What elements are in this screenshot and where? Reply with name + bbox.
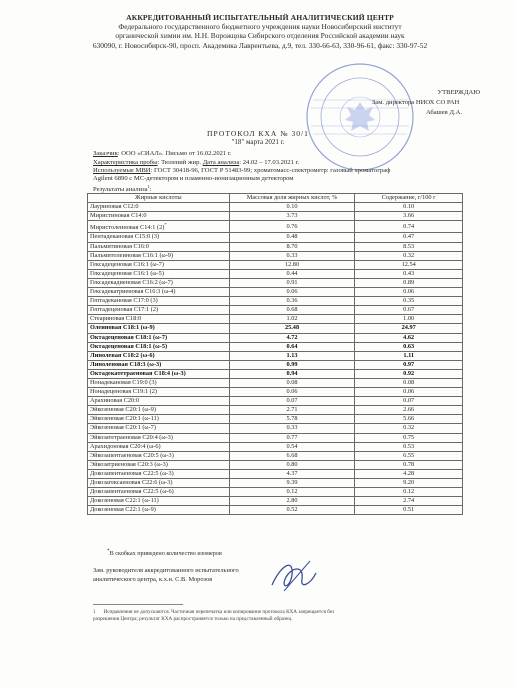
acid-name: Эйкозатетраеновая С20:4 (ω-3) — [90, 433, 173, 441]
acid-name-cell — [88, 351, 230, 360]
footer-note-number: 1 — [93, 610, 96, 615]
content-cell: 4.28 — [355, 469, 463, 478]
institution-name-line1: Федерального государственного бюджетного учреждения науки Новосибирский институт — [118, 22, 402, 32]
date-value: : 24.02 – 17.03.2021 г. — [239, 159, 300, 166]
acid-name: Линолевая С18:2 (ω-6) — [90, 351, 155, 359]
mass-fraction-cell: 0.52 — [229, 506, 355, 515]
acid-name-cell — [88, 388, 230, 397]
table-row — [88, 221, 463, 233]
acid-name-cell — [88, 460, 230, 469]
mass-fraction-cell: 0.06 — [229, 388, 355, 397]
table-row — [88, 260, 463, 269]
content-cell: 0.75 — [355, 433, 463, 442]
acid-name: Нонадеценовая С19:1 (2) — [90, 388, 158, 396]
acid-name-cell — [88, 479, 230, 488]
table-row — [88, 333, 463, 342]
approval-position: Зам. директора НИОХ СО РАН — [372, 99, 460, 106]
signatory-position: Зам. руководителя аккредитованного испытательного — [93, 567, 239, 574]
acid-name-cell — [88, 278, 230, 287]
acid-name: Эйкозапентаеновая С20:5 (ω-3) — [90, 451, 174, 459]
center-title: АККРЕДИТОВАННЫЙ ИСПЫТАТЕЛЬНЫЙ АНАЛИТИЧЕСКИЙ ЦЕНТР — [126, 13, 394, 22]
table-row — [88, 442, 463, 451]
header-mass-fraction: Массовая доля жирных кислот, % — [229, 194, 355, 203]
acid-name: Октадекатетраеновая С18:4 (ω-3) — [90, 369, 186, 377]
mass-fraction-cell: 0.94 — [229, 369, 355, 378]
content-cell: 0.08 — [355, 378, 463, 387]
approval-title: УТВЕРЖДАЮ — [437, 89, 480, 96]
signatory-name: аналитического центра, к.х.н. С.В. Морозов — [93, 575, 213, 583]
sample-label: Характеристика пробы — [93, 159, 158, 166]
acid-name: Гептадекановая С17:0 (3) — [90, 297, 158, 305]
content-cell: 4.62 — [355, 333, 463, 342]
table-row — [88, 278, 463, 287]
acid-name: Миристолеиновая С14:1 (2) — [90, 224, 165, 232]
acid-name: Пентадекановая С15:0 (3) — [90, 233, 160, 241]
mass-fraction-cell: 0.12 — [229, 488, 355, 497]
table-row — [88, 469, 463, 478]
acid-name: Докозеновая С22:1 (ω-9) — [90, 506, 156, 514]
content-cell: 6.55 — [355, 451, 463, 460]
sample-line — [93, 159, 299, 167]
mass-fraction-cell: 4.72 — [229, 333, 355, 342]
acid-name: Гептадеценовая С17:1 (2) — [90, 306, 159, 314]
table-header-row — [88, 194, 463, 203]
table-row — [88, 288, 463, 297]
acid-name: Арахиновая С20:0 — [90, 397, 140, 405]
mass-fraction-cell: 0.06 — [229, 288, 355, 297]
table-row — [88, 297, 463, 306]
header-acid: Жирные кислоты — [88, 194, 230, 203]
acid-name-cell — [88, 306, 230, 315]
acid-name-cell — [88, 424, 230, 433]
table-row — [88, 406, 463, 415]
acid-name: Гексадеценовая С16:1 (ω-7) — [90, 260, 164, 268]
acid-name: Арахидоновая С20:4 (ω-6) — [90, 442, 161, 450]
methods-line2: Agilent 6890 с МС-детектором и пламенно-ионизационным детектором — [93, 175, 294, 182]
content-cell: 1.11 — [355, 351, 463, 360]
table-row — [88, 306, 463, 315]
methods-value: : ГОСТ 30418-96, ГОСТ Р 51483-99; хроматомасс-спектрометр: газовый хроматограф — [150, 167, 391, 174]
content-cell: 24.97 — [355, 324, 463, 333]
mass-fraction-cell: 8.70 — [229, 242, 355, 251]
footer-note-line2: разрешения Центра; результат КХА распространяется только на представленный образец. — [93, 616, 293, 623]
results-line: Результаты анализа$^1$: — [93, 184, 152, 194]
results-footnote-mark: 1 — [147, 184, 150, 189]
isomers-footnote-mark: * — [107, 548, 110, 554]
mass-fraction-cell: 0.54 — [229, 442, 355, 451]
approval-block — [362, 88, 502, 118]
acid-name: Докозапентаеновая С22:5 (ω-6) — [90, 488, 174, 496]
mass-fraction-cell: 5.78 — [229, 415, 355, 424]
signature — [264, 555, 324, 595]
content-cell: 0.32 — [355, 424, 463, 433]
mass-fraction-cell: 0.10 — [229, 203, 355, 212]
acid-name: Докозагексаеновая С22:6 (ω-3) — [90, 479, 173, 486]
acid-name: Пальмитиновая С16:0 — [90, 242, 149, 250]
table-row — [88, 324, 463, 333]
content-cell: 0.10 — [355, 203, 463, 212]
table-row — [88, 212, 463, 221]
acid-name-cell — [88, 397, 230, 406]
table-row — [88, 378, 463, 387]
acid-name-cell — [88, 442, 230, 451]
acid-name: Пальмитолеиновая С16:1 (ω-9) — [90, 251, 174, 259]
acid-name-cell — [88, 488, 230, 497]
acid-name-cell — [88, 297, 230, 306]
table-row — [88, 424, 463, 433]
table-row — [88, 251, 463, 260]
table-row — [88, 369, 463, 378]
content-cell: 0.32 — [355, 251, 463, 260]
table-row — [88, 342, 463, 351]
acid-name-cell — [88, 469, 230, 478]
acid-name-cell — [88, 288, 230, 297]
content-cell: 0.78 — [355, 460, 463, 469]
content-cell: 0.47 — [355, 233, 463, 242]
acid-name-cell — [88, 342, 230, 351]
acid-name-cell — [88, 360, 230, 369]
isomer-mark: * — [164, 222, 167, 228]
content-cell: 9.20 — [355, 479, 463, 488]
footer-note-line1: Исправления не допускаются. Частичная перепечатка или копирование протокола КХА запрещается без — [103, 609, 335, 615]
acid-name: Линоленовая С18:3 (ω-3) — [90, 360, 162, 368]
content-cell: 0.63 — [355, 342, 463, 351]
table-row — [88, 233, 463, 242]
mass-fraction-cell: 2.80 — [229, 497, 355, 506]
acid-name: Миристиновая С14:0 — [90, 212, 147, 220]
acid-name-cell — [88, 378, 230, 387]
acid-name-cell — [88, 221, 230, 233]
acid-name: Лауриновая С12:0 — [90, 203, 139, 211]
mass-fraction-cell: 0.91 — [229, 278, 355, 287]
acid-name: Эйкозеновая С20:1 (ω-7) — [90, 424, 156, 432]
content-cell: 0.97 — [355, 360, 463, 369]
approval-name: Абашев Д.А. — [425, 109, 462, 116]
acid-name: Эйкозеновая С20:1 (ω-9) — [90, 406, 156, 414]
table-row — [88, 488, 463, 497]
header-content: Содержание, г/100 г — [355, 194, 463, 203]
mass-fraction-cell: 12.80 — [229, 260, 355, 269]
content-cell: 0.53 — [355, 442, 463, 451]
content-cell: 12.54 — [355, 260, 463, 269]
mass-fraction-cell: 0.33 — [229, 424, 355, 433]
table-row — [88, 460, 463, 469]
footer-note — [93, 609, 463, 623]
content-cell: 3.66 — [355, 212, 463, 221]
acid-name-cell — [88, 242, 230, 251]
mass-fraction-cell: 1.13 — [229, 351, 355, 360]
mass-fraction-cell: 0.99 — [229, 360, 355, 369]
isomers-footnote — [107, 548, 222, 557]
table-row — [88, 433, 463, 442]
mass-fraction-cell: 0.33 — [229, 251, 355, 260]
acid-name: Гексадеценовая С16:1 (ω-5) — [90, 269, 164, 277]
mass-fraction-cell: 0.68 — [229, 306, 355, 315]
date-label: Дата анализа — [202, 159, 240, 166]
table-row — [88, 203, 463, 212]
mass-fraction-cell: 0.48 — [229, 233, 355, 242]
table-row — [88, 242, 463, 251]
mass-fraction-cell: 25.48 — [229, 324, 355, 333]
table-row — [88, 479, 463, 488]
acid-name: Докозеновая С22:1 (ω-11) — [90, 497, 159, 505]
mass-fraction-cell: 0.77 — [229, 433, 355, 442]
fatty-acids-table — [87, 193, 463, 515]
acid-name-cell — [88, 369, 230, 378]
acid-name-cell — [88, 251, 230, 260]
acid-name-cell — [88, 269, 230, 278]
content-cell: 0.92 — [355, 369, 463, 378]
institution-address: 630090, г. Новосибирск-90, просп. Академика Лаврентьева, д.9, тел. 330-66-63, 330-96-61, факс: 330-97-52 — [92, 40, 428, 50]
acid-name: Эйкозеновая С20:1 (ω-11) — [90, 415, 159, 423]
acid-name: Олеиновая С18:1 (ω-9) — [90, 324, 155, 332]
mass-fraction-cell: 1.02 — [229, 315, 355, 324]
acid-name-cell — [88, 406, 230, 415]
acid-name-cell — [88, 203, 230, 212]
acid-name: Октадеценовая С18:1 (ω-5) — [90, 342, 168, 350]
institution-header — [40, 13, 480, 50]
acid-name: Эйкозатриеновая С20:3 (ω-3) — [90, 460, 168, 468]
table-row — [88, 451, 463, 460]
content-cell: 2.74 — [355, 497, 463, 506]
acid-name: Стеариновая С18:0 — [90, 315, 142, 323]
acid-name-cell — [88, 451, 230, 460]
content-cell: 5.66 — [355, 415, 463, 424]
acid-name-cell — [88, 415, 230, 424]
acid-name: Докозапентаеновая С22:5 (ω-3) — [90, 469, 174, 477]
mass-fraction-cell: 0.64 — [229, 342, 355, 351]
protocol-title: ПРОТОКОЛ КХА № 30/1 — [207, 129, 309, 138]
acid-name: Октадеценовая С18:1 (ω-7) — [90, 333, 168, 341]
mass-fraction-cell: 4.37 — [229, 469, 355, 478]
content-cell: 0.35 — [355, 297, 463, 306]
acid-name-cell — [88, 212, 230, 221]
acid-name: Гексадекатриеновая С16:3 (ω-4) — [90, 288, 176, 296]
content-cell: 0.06 — [355, 388, 463, 397]
signatory-block — [93, 567, 239, 584]
table-row — [88, 415, 463, 424]
acid-name-cell — [88, 506, 230, 515]
mass-fraction-cell: 0.44 — [229, 269, 355, 278]
mass-fraction-cell: 6.68 — [229, 451, 355, 460]
content-cell: 0.74 — [355, 221, 463, 233]
acid-name-cell — [88, 333, 230, 342]
content-cell: 0.43 — [355, 269, 463, 278]
footnote-rule — [93, 604, 183, 605]
customer-value: : ООО «СИАЛ». Письмо от 16.02.2021 г. — [117, 150, 232, 157]
acid-name-cell — [88, 260, 230, 269]
content-cell: 0.67 — [355, 306, 463, 315]
mass-fraction-cell: 0.76 — [229, 221, 355, 233]
acid-name: Гексадекадиеновая С16:2 (ω-7) — [90, 278, 173, 286]
table-row — [88, 397, 463, 406]
content-cell: 0.06 — [355, 288, 463, 297]
mass-fraction-cell: 9.39 — [229, 479, 355, 488]
content-cell: 1.00 — [355, 315, 463, 324]
acid-name-cell — [88, 324, 230, 333]
content-cell: 0.12 — [355, 488, 463, 497]
mass-fraction-cell: 0.36 — [229, 297, 355, 306]
acid-name-cell — [88, 497, 230, 506]
protocol-date: "18" марта 2021 г. — [231, 138, 285, 146]
methods-line — [93, 167, 390, 175]
institution-name-line2: органической химии им. Н.Н. Ворожцова Сибирского отделения Российской академии наук — [115, 31, 405, 41]
table-row — [88, 388, 463, 397]
mass-fraction-cell: 0.07 — [229, 397, 355, 406]
table-row — [88, 315, 463, 324]
content-cell: 8.53 — [355, 242, 463, 251]
acid-name-cell — [88, 433, 230, 442]
content-cell: 0.51 — [355, 506, 463, 515]
results-label: Результаты анализа — [93, 186, 148, 194]
acid-name-cell — [88, 315, 230, 324]
content-cell: 0.89 — [355, 278, 463, 287]
table-row — [88, 506, 463, 515]
customer-line — [93, 150, 232, 158]
table-body — [88, 203, 463, 515]
table-row — [88, 351, 463, 360]
mass-fraction-cell: 0.80 — [229, 460, 355, 469]
table-row — [88, 497, 463, 506]
sample-value: : Тюлений жир. — [157, 159, 202, 166]
content-cell: 0.07 — [355, 397, 463, 406]
table-row — [88, 269, 463, 278]
content-cell: 2.66 — [355, 406, 463, 415]
mass-fraction-cell: 3.73 — [229, 212, 355, 221]
table-row — [88, 360, 463, 369]
mass-fraction-cell: 2.71 — [229, 406, 355, 415]
acid-name-cell — [88, 233, 230, 242]
methods-label: Используемые МВИ — [93, 167, 151, 174]
isomers-footnote-text: В скобках приведено количество изомеров — [109, 550, 222, 558]
customer-label: Заказчик — [93, 150, 118, 157]
mass-fraction-cell: 0.08 — [229, 378, 355, 387]
acid-name: Нонадекановая С19:0 (3) — [90, 378, 157, 386]
